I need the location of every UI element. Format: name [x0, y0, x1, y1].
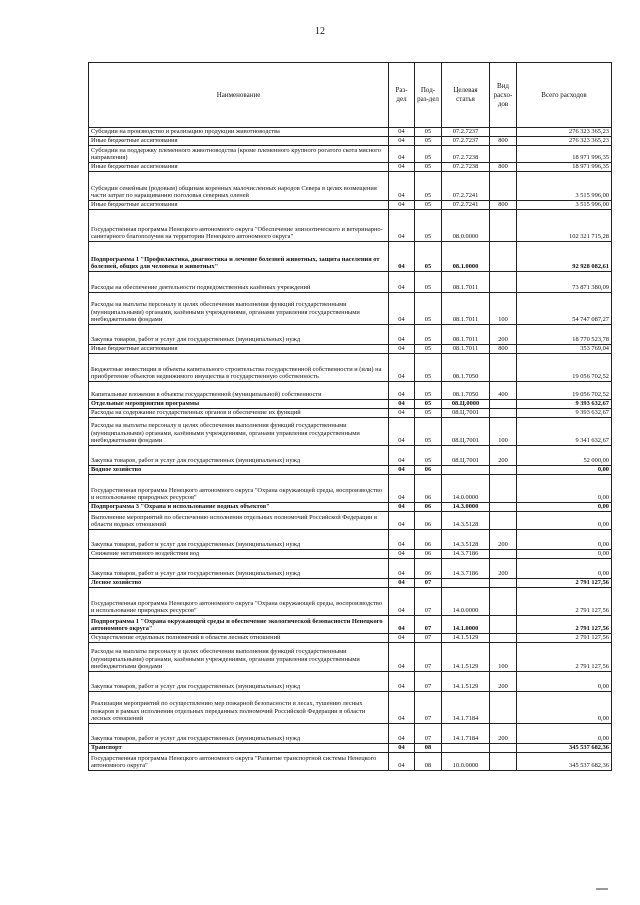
table-row: [89, 272, 612, 293]
cell-sum: 18 770 523,78: [517, 325, 612, 345]
table-row: [89, 163, 612, 172]
cell-name: Закупка товаров, работ и услуг для государственных (муниципальных) нужд: [89, 559, 389, 579]
cell-name: Капитальные вложения в объекты государственной (муниципальной) собственности: [89, 382, 389, 400]
cell-cs: 14.3.7186: [442, 550, 490, 559]
cell-sum: 2 791 127,56: [517, 634, 612, 643]
table-row: [89, 242, 612, 272]
cell-pr: 05: [415, 325, 442, 345]
cell-rz: 04: [389, 201, 415, 210]
cell-name: Транспорт: [89, 744, 389, 753]
header-subsection: Под-раз-дел: [415, 63, 442, 128]
cell-sum: 345 537 682,36: [517, 744, 612, 753]
cell-pr: 07: [415, 672, 442, 692]
cell-pr: 06: [415, 530, 442, 550]
cell-pr: 05: [415, 418, 442, 446]
cell-rz: 04: [389, 634, 415, 643]
cell-rz: 04: [389, 354, 415, 382]
cell-cs: 14.1.7184: [442, 724, 490, 744]
table-row: [89, 559, 612, 579]
cell-vr: [490, 550, 517, 559]
cell-vr: [490, 146, 517, 163]
cell-name: Закупка товаров, работ и услуг для государственных (муниципальных) нужд: [89, 446, 389, 466]
table-row: [89, 579, 612, 588]
cell-pr: 05: [415, 345, 442, 354]
cell-vr: [490, 475, 517, 503]
cell-sum: 0,00: [517, 672, 612, 692]
cell-sum: 0,00: [517, 466, 612, 475]
expenditure-table: [88, 62, 612, 771]
cell-rz: 04: [389, 512, 415, 530]
cell-sum: 353 769,04: [517, 345, 612, 354]
cell-pr: 05: [415, 242, 442, 272]
table-row: [89, 293, 612, 325]
cell-sum: 19 056 702,52: [517, 354, 612, 382]
cell-pr: 05: [415, 163, 442, 172]
cell-pr: 08: [415, 753, 442, 771]
page-number: 12: [315, 26, 325, 37]
cell-vr: [490, 210, 517, 242]
cell-vr: [490, 588, 517, 616]
table-header-row: [89, 63, 612, 128]
cell-name: Закупка товаров, работ и услуг для государственных (муниципальных) нужд: [89, 724, 389, 744]
cell-name: Реализация мероприятий по осуществлению мер пожарной безопасности в лесах, тушению лесных пожаров в рамках исполнения отдельных переданных полномочий Российской Федерации в области лесных отношений: [89, 692, 389, 724]
cell-cs: 08.1.7011: [442, 272, 490, 293]
cell-rz: 04: [389, 466, 415, 475]
cell-sum: 2 791 127,56: [517, 588, 612, 616]
table-row: [89, 692, 612, 724]
cell-rz: 04: [389, 400, 415, 409]
cell-vr: [490, 172, 517, 201]
table-row: [89, 345, 612, 354]
cell-cs: 07.2.7241: [442, 172, 490, 201]
cell-cs: [442, 744, 490, 753]
cell-cs: 14.1.5129: [442, 672, 490, 692]
cell-vr: [490, 512, 517, 530]
cell-name: Государственная программа Ненецкого автономного округа "Обеспечение эпизоотического и ветеринарно-санитарного благополучия на территории Ненецкого автономного округа": [89, 210, 389, 242]
cell-name: Государственная программа Ненецкого автономного округа "Охрана окружающей среды, воспроизводство и использование природных ресурсов": [89, 475, 389, 503]
cell-sum: 52 000,00: [517, 446, 612, 466]
cell-name: Расходы на выплаты персоналу в целях обеспечения выполнения функций государственными (муниципальными) органами, казёнными учреждениями, органами управления государственными внебюджетными фондами: [89, 293, 389, 325]
cell-vr: [490, 744, 517, 753]
cell-cs: 14.3.5128: [442, 530, 490, 550]
cell-cs: 14.3.7186: [442, 559, 490, 579]
cell-vr: [490, 503, 517, 512]
cell-sum: 2 791 127,56: [517, 616, 612, 634]
cell-vr: 200: [490, 325, 517, 345]
cell-rz: 04: [389, 163, 415, 172]
cell-rz: 04: [389, 475, 415, 503]
cell-vr: 200: [490, 672, 517, 692]
table-row: [89, 643, 612, 672]
table-row: [89, 172, 612, 201]
cell-cs: 07.2.7241: [442, 201, 490, 210]
cell-rz: 04: [389, 409, 415, 418]
cell-vr: [490, 753, 517, 771]
cell-name: Субсидии на производство и реализацию продукции животноводства: [89, 128, 389, 137]
cell-sum: 9 393 632,67: [517, 409, 612, 418]
cell-rz: 04: [389, 325, 415, 345]
cell-name: Субсидии на поддержку племенного животноводства (кроме племенного крупного рогатого скота мясного направления): [89, 146, 389, 163]
cell-sum: 0,00: [517, 530, 612, 550]
cell-name: Расходы на выплаты персоналу в целях обеспечения выполнения функций государственными (муниципальными) органами, казёнными учреждениями, органами управления государственными внебюджетными фондами: [89, 643, 389, 672]
cell-sum: 18 971 996,35: [517, 163, 612, 172]
cell-pr: 05: [415, 400, 442, 409]
cell-sum: 54 747 087,27: [517, 293, 612, 325]
cell-pr: 06: [415, 475, 442, 503]
cell-cs: 08.1.7011: [442, 325, 490, 345]
cell-cs: [442, 579, 490, 588]
cell-sum: 2 791 127,56: [517, 579, 612, 588]
table-row: [89, 616, 612, 634]
cell-cs: 14.3.5128: [442, 512, 490, 530]
cell-name: Иные бюджетные ассигнования: [89, 137, 389, 146]
cell-vr: 200: [490, 559, 517, 579]
cell-cs: 08.1.0000: [442, 242, 490, 272]
cell-vr: 400: [490, 382, 517, 400]
cell-pr: 05: [415, 210, 442, 242]
cell-sum: 2 791 127,56: [517, 643, 612, 672]
cell-rz: 04: [389, 418, 415, 446]
table-row: [89, 382, 612, 400]
table-row: [89, 210, 612, 242]
cell-sum: 9 393 632,67: [517, 400, 612, 409]
cell-sum: 0,00: [517, 475, 612, 503]
table-row: [89, 672, 612, 692]
cell-rz: 04: [389, 643, 415, 672]
cell-rz: 04: [389, 242, 415, 272]
cell-cs: 14.0.0000: [442, 588, 490, 616]
cell-sum: 92 928 082,61: [517, 242, 612, 272]
cell-vr: 100: [490, 293, 517, 325]
cell-name: Лесное хозяйство: [89, 579, 389, 588]
cell-name: Осуществление отдельных полномочий в области лесных отношений: [89, 634, 389, 643]
cell-rz: 04: [389, 293, 415, 325]
cell-name: Иные бюджетные ассигнования: [89, 345, 389, 354]
table-row: [89, 588, 612, 616]
cell-pr: 06: [415, 559, 442, 579]
cell-vr: [490, 242, 517, 272]
cell-cs: [442, 466, 490, 475]
table-row: [89, 446, 612, 466]
cell-rz: 04: [389, 588, 415, 616]
cell-sum: 3 515 996,00: [517, 201, 612, 210]
cell-sum: 345 537 682,36: [517, 753, 612, 771]
cell-vr: 200: [490, 530, 517, 550]
cell-name: Выполнение мероприятий по обеспечению исполнения отдельных полномочий Российской Федерации в области водных отношений: [89, 512, 389, 530]
cell-rz: 04: [389, 503, 415, 512]
cell-pr: 06: [415, 503, 442, 512]
cell-vr: [490, 128, 517, 137]
header-total: Всего расходов: [517, 63, 612, 128]
cell-cs: 07.2.7237: [442, 137, 490, 146]
cell-vr: 800: [490, 345, 517, 354]
cell-rz: 04: [389, 210, 415, 242]
cell-pr: 05: [415, 172, 442, 201]
cell-pr: 07: [415, 588, 442, 616]
table-row: [89, 753, 612, 771]
cell-rz: 04: [389, 550, 415, 559]
cell-vr: [490, 466, 517, 475]
header-name: Наименование: [89, 63, 389, 128]
table-row: [89, 475, 612, 503]
cell-rz: 04: [389, 579, 415, 588]
cell-name: Отдельные мероприятия программы: [89, 400, 389, 409]
table-row: [89, 530, 612, 550]
page-edge-mark: [596, 888, 608, 890]
cell-pr: 07: [415, 643, 442, 672]
cell-sum: 73 871 380,09: [517, 272, 612, 293]
table-row: [89, 137, 612, 146]
cell-vr: 100: [490, 418, 517, 446]
cell-vr: [490, 400, 517, 409]
table-row: [89, 418, 612, 446]
cell-name: Закупка товаров, работ и услуг для государственных (муниципальных) нужд: [89, 672, 389, 692]
cell-pr: 06: [415, 466, 442, 475]
cell-sum: 19 056 702,52: [517, 382, 612, 400]
cell-name: Подпрограмма 1 "Охрана окружающей среды и обеспечение экологической безопасности Ненецкого автономного округа": [89, 616, 389, 634]
cell-pr: 05: [415, 146, 442, 163]
cell-rz: 04: [389, 172, 415, 201]
cell-cs: 08.1.7011: [442, 293, 490, 325]
cell-cs: 08.Ц.7001: [442, 409, 490, 418]
cell-sum: 9 341 632,67: [517, 418, 612, 446]
cell-cs: 08.0.0000: [442, 210, 490, 242]
cell-rz: 04: [389, 744, 415, 753]
cell-cs: 07.2.7238: [442, 146, 490, 163]
cell-sum: 18 971 996,35: [517, 146, 612, 163]
cell-rz: 04: [389, 146, 415, 163]
cell-pr: 06: [415, 512, 442, 530]
table-row: [89, 724, 612, 744]
cell-cs: 08.Ц.7001: [442, 418, 490, 446]
cell-rz: 04: [389, 724, 415, 744]
table-row: [89, 744, 612, 753]
cell-vr: [490, 634, 517, 643]
cell-sum: 276 323 365,23: [517, 137, 612, 146]
table-row: [89, 466, 612, 475]
cell-vr: 200: [490, 446, 517, 466]
cell-cs: 08.Ц.7001: [442, 446, 490, 466]
cell-cs: 07.2.7237: [442, 128, 490, 137]
cell-vr: [490, 616, 517, 634]
cell-name: Водное хозяйство: [89, 466, 389, 475]
cell-name: Подпрограмма 1 "Профилактика, диагностика и лечение болезней животных, защита населения от болезней, общих для человека и животных": [89, 242, 389, 272]
cell-vr: 800: [490, 137, 517, 146]
cell-cs: 14.3.0000: [442, 503, 490, 512]
cell-sum: 0,00: [517, 724, 612, 744]
cell-pr: 05: [415, 354, 442, 382]
table-row: [89, 400, 612, 409]
cell-cs: 14.0.0000: [442, 475, 490, 503]
cell-name: Подпрограмма 3 "Охрана и использование водных объектов": [89, 503, 389, 512]
table-row: [89, 354, 612, 382]
cell-pr: 05: [415, 272, 442, 293]
cell-pr: 07: [415, 616, 442, 634]
cell-name: Расходы на содержание государственных органов и обеспечение их функций: [89, 409, 389, 418]
cell-rz: 04: [389, 137, 415, 146]
cell-pr: 05: [415, 128, 442, 137]
header-section: Раз-дел: [389, 63, 415, 128]
cell-vr: [490, 579, 517, 588]
cell-cs: 08.Ц.0000: [442, 400, 490, 409]
cell-rz: 04: [389, 692, 415, 724]
cell-rz: 04: [389, 382, 415, 400]
cell-rz: 04: [389, 616, 415, 634]
cell-rz: 04: [389, 272, 415, 293]
cell-pr: 07: [415, 692, 442, 724]
cell-rz: 04: [389, 530, 415, 550]
cell-cs: 08.1.7011: [442, 345, 490, 354]
cell-vr: 800: [490, 163, 517, 172]
cell-name: Расходы на обеспечение деятельности подведомственных казённых учреждений: [89, 272, 389, 293]
cell-name: Бюджетные инвестиции в объекты капитального строительства государственной собственности и (или) на приобретение объектов недвижимого имущества в государственную собственность: [89, 354, 389, 382]
cell-sum: 0,00: [517, 503, 612, 512]
table-body: [89, 128, 612, 771]
cell-name: Иные бюджетные ассигнования: [89, 163, 389, 172]
cell-pr: 06: [415, 550, 442, 559]
header-exp-type: Вид расхо-дов: [490, 63, 517, 128]
cell-vr: [490, 692, 517, 724]
table-row: [89, 503, 612, 512]
cell-vr: 100: [490, 643, 517, 672]
cell-name: Субсидии семейным (родовым) общинам коренных малочисленных народов Севера в целях возмещения части затрат по наращиванию поголовья северных оленей: [89, 172, 389, 201]
cell-rz: 04: [389, 446, 415, 466]
table-row: [89, 409, 612, 418]
cell-pr: 07: [415, 724, 442, 744]
cell-sum: 0,00: [517, 550, 612, 559]
cell-pr: 05: [415, 201, 442, 210]
header-target: Целевая статья: [442, 63, 490, 128]
cell-vr: [490, 409, 517, 418]
cell-sum: 0,00: [517, 559, 612, 579]
cell-rz: 04: [389, 128, 415, 137]
cell-cs: 14.1.5129: [442, 643, 490, 672]
cell-name: Государственная программа Ненецкого автономного округа "Развитие транспортной системы Ненецкого автономного округа": [89, 753, 389, 771]
cell-cs: 14.1.7184: [442, 692, 490, 724]
cell-vr: 800: [490, 201, 517, 210]
cell-name: Государственная программа Ненецкого автономного округа "Охрана окружающей среды, воспроизводство и использование природных ресурсов": [89, 588, 389, 616]
cell-name: Снижение негативного воздействия вод: [89, 550, 389, 559]
table-row: [89, 634, 612, 643]
cell-pr: 05: [415, 446, 442, 466]
table-row: [89, 146, 612, 163]
cell-pr: 07: [415, 579, 442, 588]
cell-vr: [490, 272, 517, 293]
cell-cs: 08.1.7050: [442, 382, 490, 400]
cell-rz: 04: [389, 559, 415, 579]
cell-sum: 0,00: [517, 692, 612, 724]
table-row: [89, 325, 612, 345]
cell-cs: 07.2.7238: [442, 163, 490, 172]
cell-vr: [490, 354, 517, 382]
cell-sum: 276 323 365,23: [517, 128, 612, 137]
table-row: [89, 201, 612, 210]
cell-cs: 10.0.0000: [442, 753, 490, 771]
cell-pr: 08: [415, 744, 442, 753]
cell-rz: 04: [389, 753, 415, 771]
cell-pr: 05: [415, 409, 442, 418]
cell-pr: 07: [415, 634, 442, 643]
cell-sum: 0,00: [517, 512, 612, 530]
cell-pr: 05: [415, 382, 442, 400]
cell-name: Закупка товаров, работ и услуг для государственных (муниципальных) нужд: [89, 325, 389, 345]
cell-sum: 3 515 996,00: [517, 172, 612, 201]
table-row: [89, 128, 612, 137]
table-row: [89, 550, 612, 559]
cell-pr: 05: [415, 137, 442, 146]
cell-cs: 14.1.5129: [442, 634, 490, 643]
cell-rz: 04: [389, 672, 415, 692]
cell-name: Расходы на выплаты персоналу в целях обеспечения выполнения функций государственными (муниципальными) органами, казёнными учреждениями, органами управления государственными внебюджетными фондами: [89, 418, 389, 446]
cell-pr: 05: [415, 293, 442, 325]
cell-cs: 14.1.0000: [442, 616, 490, 634]
cell-name: Иные бюджетные ассигнования: [89, 201, 389, 210]
cell-sum: 102 321 715,28: [517, 210, 612, 242]
table-row: [89, 512, 612, 530]
cell-name: Закупка товаров, работ и услуг для государственных (муниципальных) нужд: [89, 530, 389, 550]
cell-vr: 200: [490, 724, 517, 744]
cell-rz: 04: [389, 345, 415, 354]
cell-cs: 08.1.7050: [442, 354, 490, 382]
